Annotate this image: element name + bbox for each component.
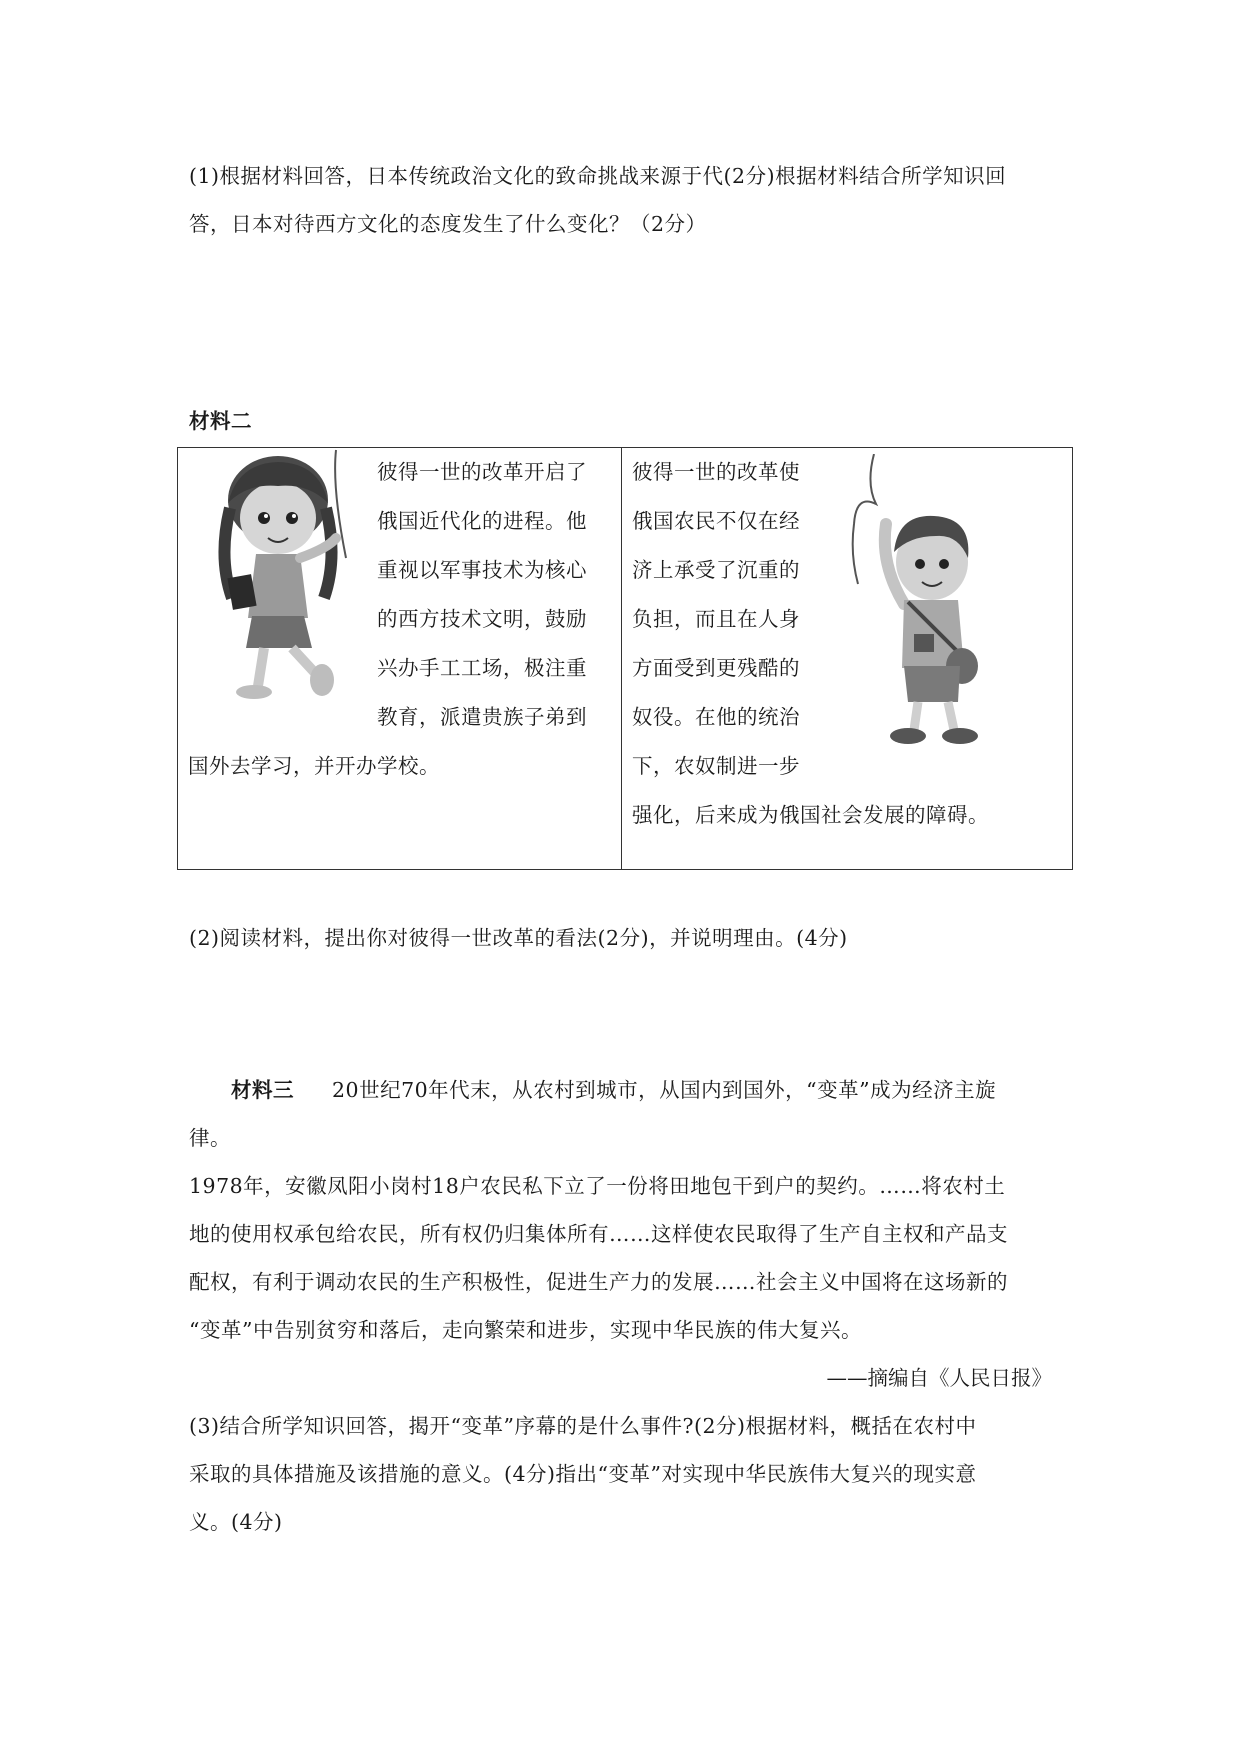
material-2-right-line: 奴役。在他的统治 bbox=[632, 705, 800, 729]
material-3-body-line: “变革”中告别贫穷和落后，走向繁荣和进步，实现中华民族的伟大复兴。 bbox=[189, 1318, 862, 1342]
material-3-heading: 材料三 bbox=[231, 1078, 294, 1102]
material-2-right-line: 彼得一世的改革使 bbox=[632, 460, 800, 484]
material-3-body-line: 1978年，安徽凤阳小岗村18户农民私下立了一份将田地包干到户的契约。……将农村土 bbox=[189, 1174, 1006, 1198]
material-2-right-line: 济上承受了沉重的 bbox=[632, 558, 800, 582]
girl-with-book-illustration bbox=[208, 448, 358, 718]
question-3-line: (3)结合所学知识回答，揭开“变革”序幕的是什么事件?(2分)根据材料，概括在农村中 bbox=[189, 1414, 977, 1438]
material-2-left-line: 彼得一世的改革开启了 bbox=[377, 460, 587, 484]
material-2-left-line: 的西方技术文明，鼓励 bbox=[377, 607, 587, 631]
question-1 bbox=[189, 152, 1069, 248]
material-2-heading: 材料二 bbox=[189, 409, 252, 433]
material-2-right-cell bbox=[622, 448, 1073, 870]
material-2-left-line: 兴办手工工场，极注重 bbox=[377, 656, 587, 680]
material-2-left-last-line: 国外去学习，并开办学校。 bbox=[188, 754, 440, 778]
material-2-right-line: 下，农奴制进一步 bbox=[632, 754, 800, 778]
material-2-right-text bbox=[632, 448, 800, 791]
material-2-left-line: 教育，派遣贵族子弟到 bbox=[377, 705, 587, 729]
material-2-right-last-line: 强化，后来成为俄国社会发展的障碍。 bbox=[632, 803, 989, 827]
material-2-right-line: 方面受到更残酷的 bbox=[632, 656, 800, 680]
question-2: (2)阅读材料，提出你对彼得一世改革的看法(2分)，并说明理由。(4分) bbox=[189, 926, 848, 950]
question-1-line: (1)根据材料回答，日本传统政治文化的致命挑战来源于代(2分)根据材料结合所学知识回 bbox=[189, 164, 1007, 188]
material-2-left-line: 重视以军事技术为核心 bbox=[377, 558, 587, 582]
question-3-line: 义。(4分) bbox=[189, 1510, 283, 1534]
material-2-left-text bbox=[377, 448, 587, 742]
material-2-left-line: 俄国近代化的进程。他 bbox=[377, 509, 587, 533]
boy-waving-illustration bbox=[846, 454, 986, 754]
material-2-table bbox=[177, 447, 1073, 870]
question-1-line: 答，日本对待西方文化的态度发生了什么变化？（2分） bbox=[189, 212, 707, 236]
material-3-source: ——摘编自《人民日报》 bbox=[826, 1366, 1052, 1390]
material-3-body bbox=[189, 1162, 1069, 1354]
material-2-left-cell bbox=[178, 448, 622, 870]
material-3-body-line: 配权，有利于调动农民的生产积极性，促进生产力的发展……社会主义中国将在这场新的 bbox=[189, 1270, 1008, 1294]
material-2-right-line: 负担，而且在人身 bbox=[632, 607, 800, 631]
material-3-intro bbox=[189, 1066, 1069, 1162]
question-3-line: 采取的具体措施及该措施的意义。(4分)指出“变革”对实现中华民族伟大复兴的现实意 bbox=[189, 1462, 977, 1486]
material-2-right-line: 俄国农民不仅在经 bbox=[632, 509, 800, 533]
question-3 bbox=[189, 1402, 1069, 1546]
material-3-intro-line: 律。 bbox=[189, 1126, 231, 1150]
material-3-body-line: 地的使用权承包给农民，所有权仍归集体所有……这样使农民取得了生产自主权和产品支 bbox=[189, 1222, 1008, 1246]
material-3-intro-text: 20世纪70年代末，从农村到城市，从国内到国外，“变革”成为经济主旋 bbox=[332, 1078, 997, 1102]
material-3-intro-line bbox=[189, 1066, 1069, 1114]
